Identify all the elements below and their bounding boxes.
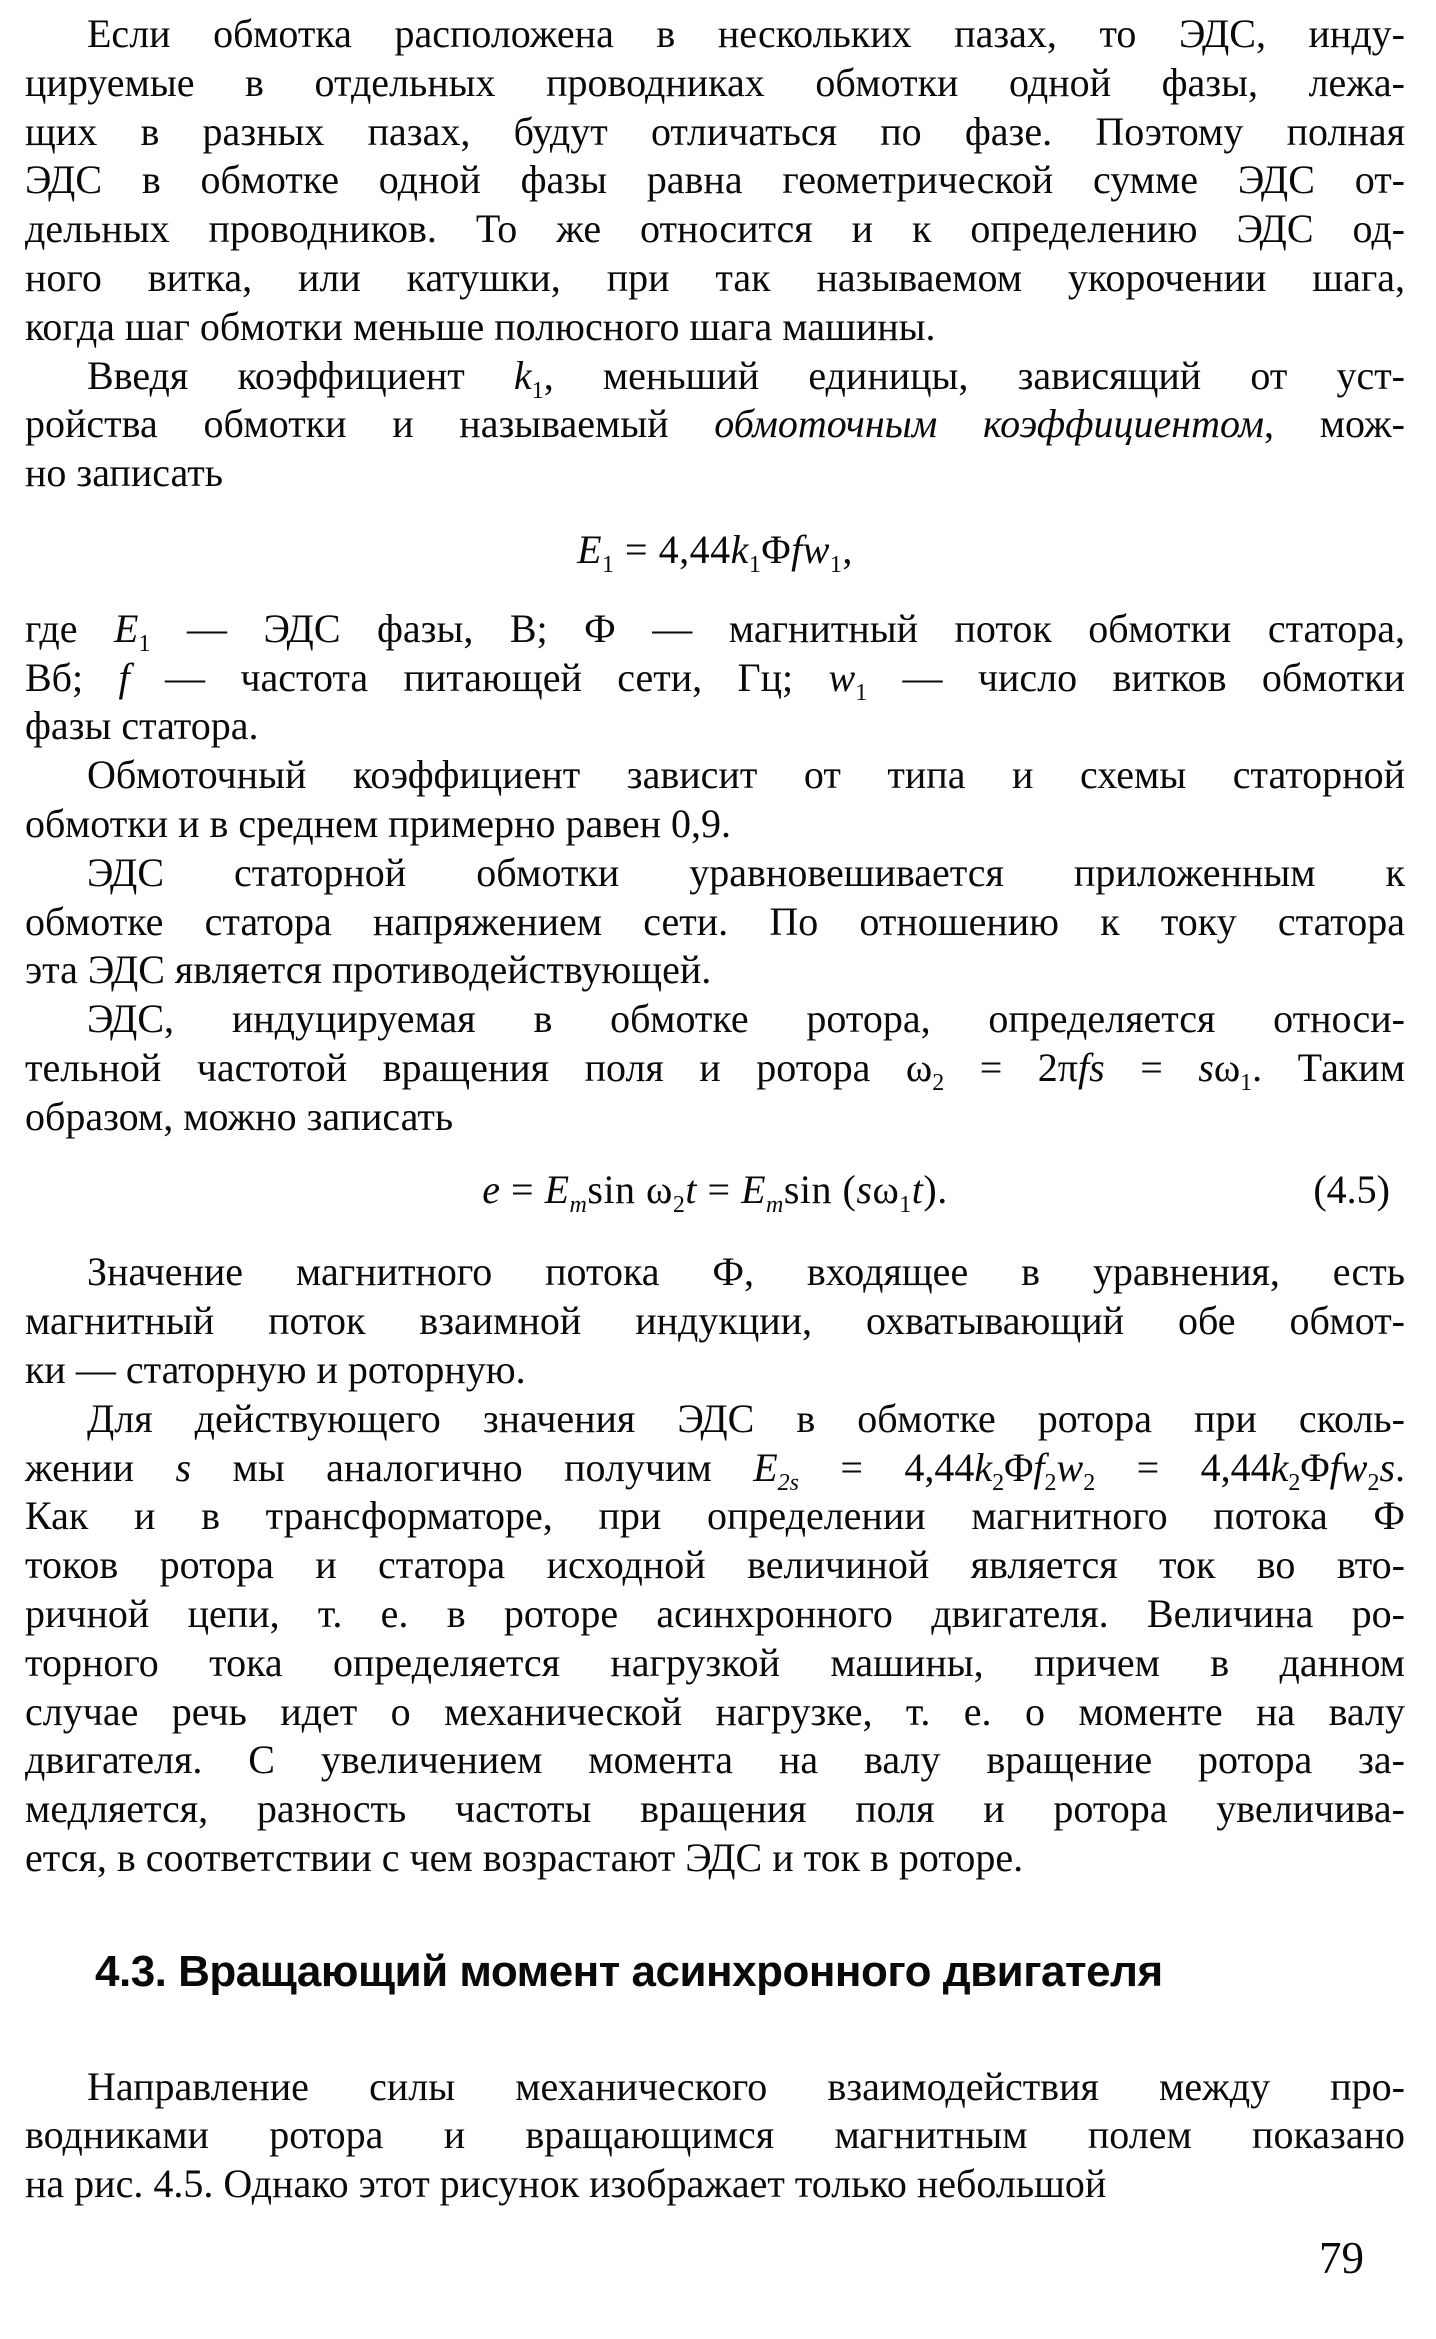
text-line: Если обмотка расположена в нескольких пазах, то ЭДС, инду- (87, 11, 1405, 56)
section-heading: 4.3. Вращающий момент асинхронного двигателя (95, 1946, 1163, 1996)
text-line: фазы статора. (25, 703, 259, 749)
paragraph-8 (25, 2063, 1405, 2209)
text-line: ного витка, или катушки, при так называемом укорочении шага, (25, 254, 1405, 300)
text-column (25, 10, 1405, 2209)
text-line: магнитный поток взаимной индукции, охватывающий обе обмот- (25, 1298, 1405, 1344)
text-line: токов ротора и статора исходной величиной является ток во вто- (25, 1542, 1405, 1588)
text-line: Введя коэффициент $k_1$, меньший единицы, зависящий от уст- (87, 352, 1406, 404)
text-line: но записать (25, 450, 223, 496)
paragraph-3 (25, 751, 1405, 849)
text-line: Направление силы механического взаимодействия между про- (87, 2063, 1405, 2109)
text-line: торного тока определяется нагрузкой машины, причем в данном (25, 1639, 1405, 1685)
page-number: 79 (1319, 2233, 1364, 2283)
paragraph-5 (25, 995, 1405, 1141)
text-line: где $E_1$ — ЭДС фазы, В; Ф — магнитный поток обмотки статора, (25, 605, 1405, 657)
text-line: щих в разных пазах, будут отличаться по фазе. Поэтому полная (25, 108, 1405, 154)
text-line: случае речь идет о механической нагрузке, т. е. о моменте на валу (25, 1688, 1405, 1734)
text-line: ЭДС статорной обмотки уравновешивается приложенным к (87, 849, 1405, 895)
paragraph-2 (25, 352, 1405, 498)
text-line: ЭДС в обмотке одной фазы равна геометрической сумме ЭДС от- (25, 157, 1405, 203)
equation-number: (4.5) (1313, 1166, 1390, 1212)
text-line: ется, в соответствии с чем возрастают ЭДС и ток в роторе. (25, 1834, 1024, 1880)
text-line: двигателя. С увеличением момента на валу вращение ротора за- (25, 1737, 1405, 1783)
text-line: медляется, разность частоты вращения поля и ротора увеличива- (25, 1786, 1405, 1832)
text-line: обмотке статора напряжением сети. По отношению к току статора (25, 898, 1405, 944)
paragraph-7 (25, 1395, 1405, 1883)
paragraph-4 (25, 849, 1405, 995)
text-line: тельной частотой вращения поля и ротора $\omega_2 = 2\pi fs = s\omega_1$. Таким (25, 1044, 1406, 1096)
text-line: обмотки и в среднем примерно равен 0,9. (25, 800, 732, 846)
equation: $E_1 = 4,44k_1\Phi fw_1$, (577, 526, 853, 578)
text-line: когда шаг обмотки меньше полюсного шага машины. (25, 303, 936, 349)
text-line: ки — статорную и роторную. (25, 1346, 526, 1392)
formula-1 (25, 526, 1405, 578)
text-line: Вб; f — частота питающей сети, Гц; $w_1$ — число витков обмотки (25, 654, 1405, 706)
text-line: ЭДС, индуцируемая в обмотке ротора, определяется относи- (87, 996, 1405, 1042)
paragraph-1 (25, 10, 1405, 352)
paragraph-6 (25, 1248, 1405, 1394)
paragraph-where (25, 605, 1405, 751)
text-line: Обмоточный коэффициент зависит от типа и схемы статорной (87, 752, 1405, 798)
equation: $e = E_m\sin$ $\omega_2t = E_m\sin$ $(s\omega_1t)$. (482, 1166, 948, 1218)
formula-2 (25, 1166, 1405, 1218)
text-line: на рис. 4.5. Однако этот рисунок изображает только небольшой (25, 2161, 1107, 2207)
text-line: дельных проводников. То же относится и к определению ЭДС од- (25, 206, 1405, 252)
text-line: цируемые в отдельных проводниках обмотки одной фазы, лежа- (25, 59, 1405, 105)
text-line: Как и в трансформаторе, при определении магнитного потока Ф (25, 1493, 1405, 1539)
text-line: Значение магнитного потока Ф, входящее в уравнения, есть (87, 1249, 1405, 1295)
text-line: Для действующего значения ЭДС в обмотке ротора при сколь- (87, 1395, 1405, 1441)
text-line: водниками ротора и вращающимся магнитным полем показано (25, 2112, 1405, 2158)
text-line: образом, можно записать (25, 1093, 454, 1139)
text-line: жении s мы аналогично получим $E_{2s} = 4,44k_2\Phi f_2w_2 = 4,44k_2\Phi fw_2s$. (25, 1444, 1406, 1496)
text-line: ричной цепи, т. е. в роторе асинхронного двигателя. Величина ро- (25, 1590, 1405, 1636)
text-line: ройства обмотки и называемый обмоточным коэффициентом, мож- (25, 401, 1405, 447)
text-line: эта ЭДС является противодействующей. (25, 947, 712, 993)
